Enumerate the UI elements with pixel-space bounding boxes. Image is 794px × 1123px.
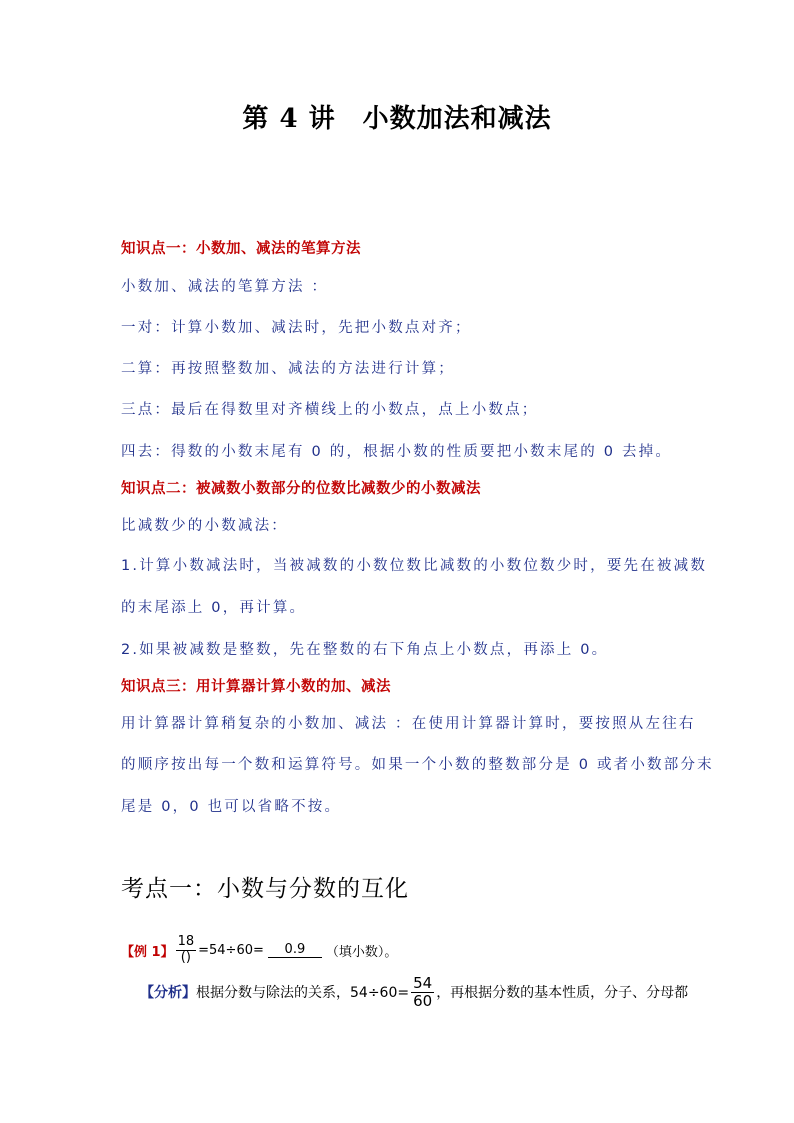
example-note: （填小数）。 — [325, 944, 398, 960]
example-1 — [121, 930, 397, 970]
section1-line-5: 四去：得数的小数末尾有 0 的，根据小数的性质要把小数末尾的 0 去掉。 — [121, 444, 673, 460]
analysis-text-before: 根据分数与除法的关系，54÷60= — [196, 985, 410, 1001]
analysis-fraction-denominator: 60 — [413, 991, 433, 1010]
analysis-text-after: ，再根据分数的基本性质，分子、分母都 — [436, 985, 689, 1001]
example-label: 【例 1】 — [121, 944, 174, 960]
page-title: 第 4 讲 小数加法和减法 — [242, 104, 552, 134]
example-expression: =54÷60= — [198, 942, 264, 958]
example-answer: 0.9 — [268, 942, 322, 958]
section2-line-4: 2.如果被减数是整数，先在整数的右下角点上小数点，再添上 0。 — [121, 642, 609, 658]
section1-line-1: 小数加、减法的笔算方法 ： — [121, 279, 329, 295]
analysis-label: 【分析】 — [140, 985, 196, 1001]
section1-line-2: 一对：计算小数加、减法时，先把小数点对齐； — [121, 320, 472, 336]
section3-line-3: 尾是 0，0 也可以省略不按。 — [121, 799, 342, 815]
section1-heading: 知识点一：小数加、减法的笔算方法 — [121, 241, 361, 257]
example-fraction-numerator: 18 — [177, 934, 195, 950]
section1-line-3: 二算：再按照整数加、减法的方法进行计算； — [121, 361, 455, 377]
section2-heading: 知识点二：被减数小数部分的位数比减数少的小数减法 — [121, 481, 481, 497]
section3-heading: 知识点三：用计算器计算小数的加、减法 — [121, 679, 391, 695]
example-fraction — [176, 935, 197, 965]
section3-line-1: 用计算器计算稍复杂的小数加、减法 ：在使用计算器计算时，要按照从左往右 — [121, 716, 696, 732]
section2-line-2: 1.计算小数减法时，当被减数的小数位数比减数的小数位数少时，要先在被减数 — [121, 558, 708, 574]
example-fraction-denominator: () — [180, 949, 191, 965]
section1-line-4: 三点：最后在得数里对齐横线上的小数点，点上小数点； — [121, 402, 539, 418]
section2-line-1: 比减数少的小数减法： — [121, 518, 288, 534]
analysis-fraction-numerator: 54 — [413, 974, 433, 992]
exam-point-heading: 考点一：小数与分数的互化 — [121, 876, 409, 902]
section3-line-2: 的顺序按出每一个数和运算符号。如果一个小数的整数部分是 0 或者小数部分末 — [121, 757, 714, 773]
section2-line-3: 的末尾添上 0，再计算。 — [121, 600, 307, 616]
analysis — [140, 972, 688, 1012]
analysis-fraction — [411, 975, 434, 1009]
